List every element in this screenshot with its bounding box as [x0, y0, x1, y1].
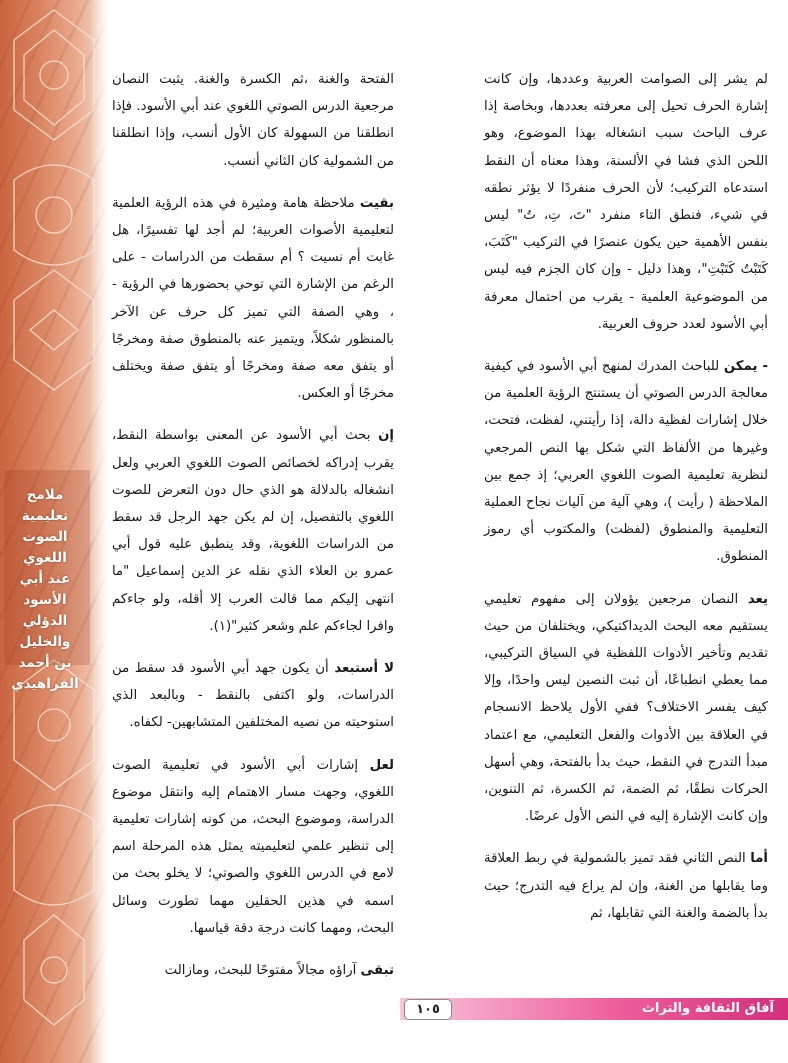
paragraph-text: النصان مرجعين يؤولان إلى مفهوم تعليمي يستقيم معه البحث الديداكتيكي، ويختلفان من حيث تقديم وتأخير الأدوات اللفظية في السياق التركيبي، مما يعطي انطباعًا، أن ثبت النصين ليس واحدًا، وإلا كيف يفسر الاختلاف؟ ففي الأول يلاحظ الانسجام في العلاقة بين الأدوات والفعل التعليمي، مع اعتماد مبدأ التدرج في النقط، حيث بدأ بالفتحة، وهي أسهل الحركات نطقًا، ثم الضمة، ثم الكسرة، ثم التنوين، وإن كانت الإشارة إليه في النص الأول عرضًا. [484, 591, 768, 825]
title-line: ملامح [26, 487, 64, 503]
paragraph-lead: إن [378, 428, 394, 444]
title-line: والخليل [19, 634, 71, 650]
decorative-side-band [0, 0, 108, 1063]
paragraph-text: إشارات أبي الأسود في تعليمية الصوت اللغوي، وجهت مسار الاهتمام إليه وانتقل موضوع الدراسة، وموضوع البحث، من كونه إشارات تعليمية إلى تنظير علمي لتعليميته يمثل هذه المرحلة اسم لامع في الدرس اللغوي والصوتي؛ لا يخلو بحث من اسمه في هذين الحقلين مهما تطورت وسائل البحث، ومهما كانت درجة دقة قياسها. [112, 757, 394, 936]
paragraph [112, 957, 394, 984]
paragraph-text: الفتحة والغنة ،ثم الكسرة والغنة. يثبت النصان مرجعية الدرس الصوتي اللغوي عند أبي الأسود. فإذا انطلقنا من السهولة كان الأول أنسب، وإذا انطلقنا من الشمولية كان الثاني أنسب. [112, 72, 394, 169]
paragraph-text: بحث أبي الأسود عن المعنى بواسطة النقط، يقرب إدراكه لخصائص الصوت اللغوي العربي ولعل انشغاله بالدلالة هو الذي حال دون التعرض للصوت اللغوي بالتفصيل، إن لم يكن جهد الرجل قد سقط من الدراسات اللغوية، وقد ينطبق عليه قول أبي عمرو بن العلاء الذي نقله عز الدين إسماعيل "ما انتهى إليكم مما قالت العرب إلا أقله، ولو جاءكم وافرا لجاءكم علم وشعر كثير"(١). [112, 428, 394, 634]
left-text-column [112, 66, 394, 999]
title-line: الأسود [23, 592, 67, 608]
paragraph-lead: لعل [369, 757, 394, 773]
paragraph-lead: يعد [747, 591, 768, 607]
footer-banner [400, 998, 788, 1020]
paragraph-text: لم يشر إلى الصوامت العربية وعددها، وإن كانت إشارة الحرف تحيل إلى معرفته بعددها، وبخاصة إذا عرف الباحث سبب انشغاله بهذا الموضوع، وهو اللحن الذي فشا في الألسنة، وهذا معناه أن النقط استدعاه التركيب؛ لأن الحرف منفردًا لا يؤثر نطقه في شيء، فنطق التاء منفرد "تَ، تِ، تُ" ليس بنفس الأهمية حين يكون عنصرًا في التركيب "كَتَبَ، كَتَبْتُ كَتَبْتِ"، وهذا دليل - وإن كان الجزم فيه ليس من الموضوعية العلمية - يقرب من احتمال معرفة أبي الأسود لعدد حروف العربية. [484, 72, 768, 332]
paragraph [112, 422, 394, 640]
title-line: بن أحمد [18, 655, 72, 671]
title-line: الصوت [22, 529, 68, 545]
paragraph-text: ملاحظة هامة ومثيرة في هذه الرؤية العلمية لتعليمية الأصوات العربية؛ لم أجد لها تفسيرًا، هل غابت أم نسيت ؟ أم سقطت من الدراسات - على الرغم من الإشارة التي توحي بحضورها في الرؤية - ، وهي الصفة التي تميز كل حرف عن الآخر بالمنظور شكلاً، ويتميز عنه بالمنطوق صفة ومخرجًا أو يتفق معه صفة ومخرجًا أو يتفق صفة ويختلف مخرجًا أو العكس. [112, 195, 394, 402]
title-line: اللغوي [23, 550, 67, 566]
page-number: ١٠٥ [404, 999, 452, 1020]
paragraph-lead: أما [750, 851, 768, 867]
article-title [6, 485, 84, 695]
paragraph [112, 752, 394, 942]
right-text-column [484, 66, 768, 942]
paragraph-lead: تبقى [360, 963, 394, 979]
paragraph-text: النص الثاني فقد تميز بالشمولية في ربط العلاقة وما يقابلها من الغنة، وإن لم يراع فيه التدرج؛ حيث بدأ بالضمة والغنة التي تقابلها، ثم [484, 851, 768, 921]
title-line: الدؤلي [22, 613, 68, 629]
paragraph [484, 353, 768, 571]
paragraph [112, 66, 394, 175]
paragraph [112, 655, 394, 737]
paragraph-lead: - يمكن [723, 359, 768, 375]
paragraph-lead: لا أستبعد [334, 661, 394, 677]
paragraph-text: أن يكون جهد أبي الأسود قد سقط من الدراسات، ولو اكتفى بالنقط - وبالبعد الذي استوحيته من نصيه المختلفين المتشابهين- لكفاه. [112, 661, 394, 731]
magazine-name: آفاق الثقافة والتراث [641, 1001, 774, 1016]
title-line: عند أبي [19, 571, 71, 587]
title-line: تعليمية [21, 508, 69, 524]
paragraph [112, 190, 394, 408]
paragraph-lead: بقيت [359, 195, 394, 211]
paragraph [484, 66, 768, 338]
title-line: الفراهيدي [11, 676, 79, 692]
paragraph [484, 845, 768, 927]
paragraph-text: آراؤه مجالاً مفتوحًا للبحث، ومازالت [164, 963, 361, 979]
paragraph-text: للباحث المدرك لمنهج أبي الأسود في كيفية معالجة الدرس الصوتي أن يستنتج الرؤية العلمية من خلال إشارات لفظية دالة، إذا رأيتني، لفظت، فتحت، وغيرها من الألفاظ التي شكل بها النص المرجعي لنظرية تعليمية الصوت اللغوي العربي؛ إذ جمع بين الملاحظة ( رأيت )، وهي آلية من آليات نجاح العملية التعليمية والمنطوق (لفظت) والمكتوب أي رموز المنطوق. [484, 359, 768, 565]
paragraph [484, 586, 768, 831]
